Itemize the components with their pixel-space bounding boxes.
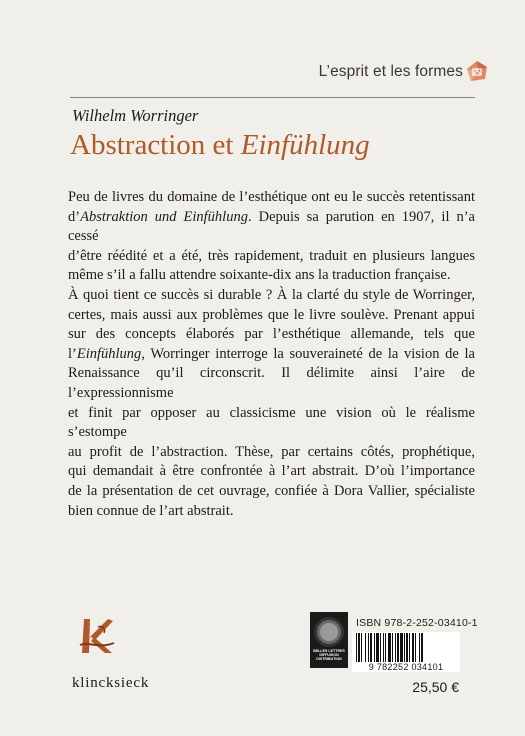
distributor-logo-text: BELLES LETTRES DIFFUSION DISTRIBUTION bbox=[313, 649, 345, 661]
book-title bbox=[70, 129, 370, 162]
barcode-bar bbox=[395, 633, 396, 662]
barcode-bar bbox=[400, 633, 403, 662]
barcode-bar bbox=[376, 633, 379, 662]
blurb-line: qui demandait à être confrontée à l’art abstrait. D’où l’importance bbox=[68, 463, 475, 480]
isbn-label: ISBN 978-2-252-03410-1 bbox=[356, 617, 478, 629]
blurb-line bbox=[68, 208, 475, 247]
barcode-bar bbox=[412, 633, 414, 662]
title-italic: Einfühlung bbox=[240, 129, 370, 161]
author-name: Wilhelm Worringer bbox=[72, 106, 199, 125]
distributor-logo bbox=[310, 612, 348, 668]
barcode-bar bbox=[356, 633, 357, 662]
barcode-bar bbox=[374, 633, 375, 662]
blurb-line: sur des concepts élaborés par l’esthétique allemande, tels que bbox=[68, 326, 475, 343]
barcode-bar bbox=[370, 633, 372, 662]
barcode-bar bbox=[365, 633, 366, 662]
blurb-italic: Abstraktion und Einfühlung bbox=[80, 208, 248, 225]
barcode-bar bbox=[419, 633, 420, 662]
blurb-line: de la présentation de cet ouvrage, confiée à Dora Vallier, spécialiste bbox=[68, 482, 475, 499]
barcode-bar bbox=[392, 633, 393, 662]
barcode-bar bbox=[358, 633, 360, 662]
barcode-bar bbox=[368, 633, 369, 662]
collection-name: L’esprit et les formes bbox=[318, 63, 463, 80]
klincksieck-logo-icon bbox=[78, 615, 116, 657]
barcode-bar bbox=[404, 633, 405, 662]
barcode-bar bbox=[397, 633, 399, 662]
barcode-bar bbox=[385, 633, 386, 662]
blurb-segment: d’ bbox=[68, 208, 81, 225]
price: 25,50 € bbox=[412, 679, 459, 695]
blurb-segment: . Depuis sa parution en 1907, il n’a cessé bbox=[68, 208, 475, 245]
distributor-emblem-inner bbox=[320, 623, 338, 641]
title-text: Abstraction et bbox=[70, 129, 241, 161]
blurb-segment: , Worringer interroge la souveraineté de la vision de la bbox=[141, 345, 475, 362]
blurb-line: et finit par opposer au classicisme une vision où le réalisme s’estompe bbox=[68, 404, 475, 441]
collection-logo-icon bbox=[466, 60, 488, 82]
blurb-segment: l’ bbox=[68, 345, 77, 362]
blurb-line: bien connue de l’art abstrait. bbox=[68, 502, 234, 519]
barcode-bar bbox=[421, 633, 423, 662]
barcode-bar bbox=[409, 633, 410, 662]
barcode-digits: 9 782252 034101 bbox=[352, 662, 460, 672]
publisher-name: klincksieck bbox=[72, 675, 150, 691]
barcode-bar bbox=[406, 633, 408, 662]
blurb-line: Renaissance qu’il circonscrit. Il délimite ainsi l’aire de l’expressionnisme bbox=[68, 365, 475, 401]
blurb-line bbox=[68, 345, 475, 365]
blurb-line: au profit de l’abstraction. Thèse, par certains côtés, prophétique, bbox=[68, 443, 475, 460]
blurb-line: certes, mais aussi aux problèmes que le livre soulève. Prenant appui bbox=[68, 306, 475, 323]
blurb-italic: Einfühlung bbox=[76, 345, 142, 362]
barcode-bar bbox=[361, 633, 362, 662]
blurb-line: Peu de livres du domaine de l’esthétique ont eu le succès retentissant bbox=[68, 189, 475, 205]
barcode-bar bbox=[380, 633, 381, 662]
blurb-text bbox=[68, 188, 475, 521]
header-divider bbox=[70, 97, 475, 98]
blurb-line: même s’il a fallu attendre soixante-dix ans la traduction française. bbox=[68, 267, 451, 284]
barcode-bar bbox=[383, 633, 384, 662]
blurb-line: d’être réédité et a été, très rapidement, traduit en plusieurs langues bbox=[68, 247, 475, 264]
barcode-bar bbox=[415, 633, 416, 662]
barcode-bar bbox=[388, 633, 391, 662]
blurb-line: À quoi tient ce succès si durable ? À la clarté du style de Worringer, bbox=[68, 286, 475, 303]
